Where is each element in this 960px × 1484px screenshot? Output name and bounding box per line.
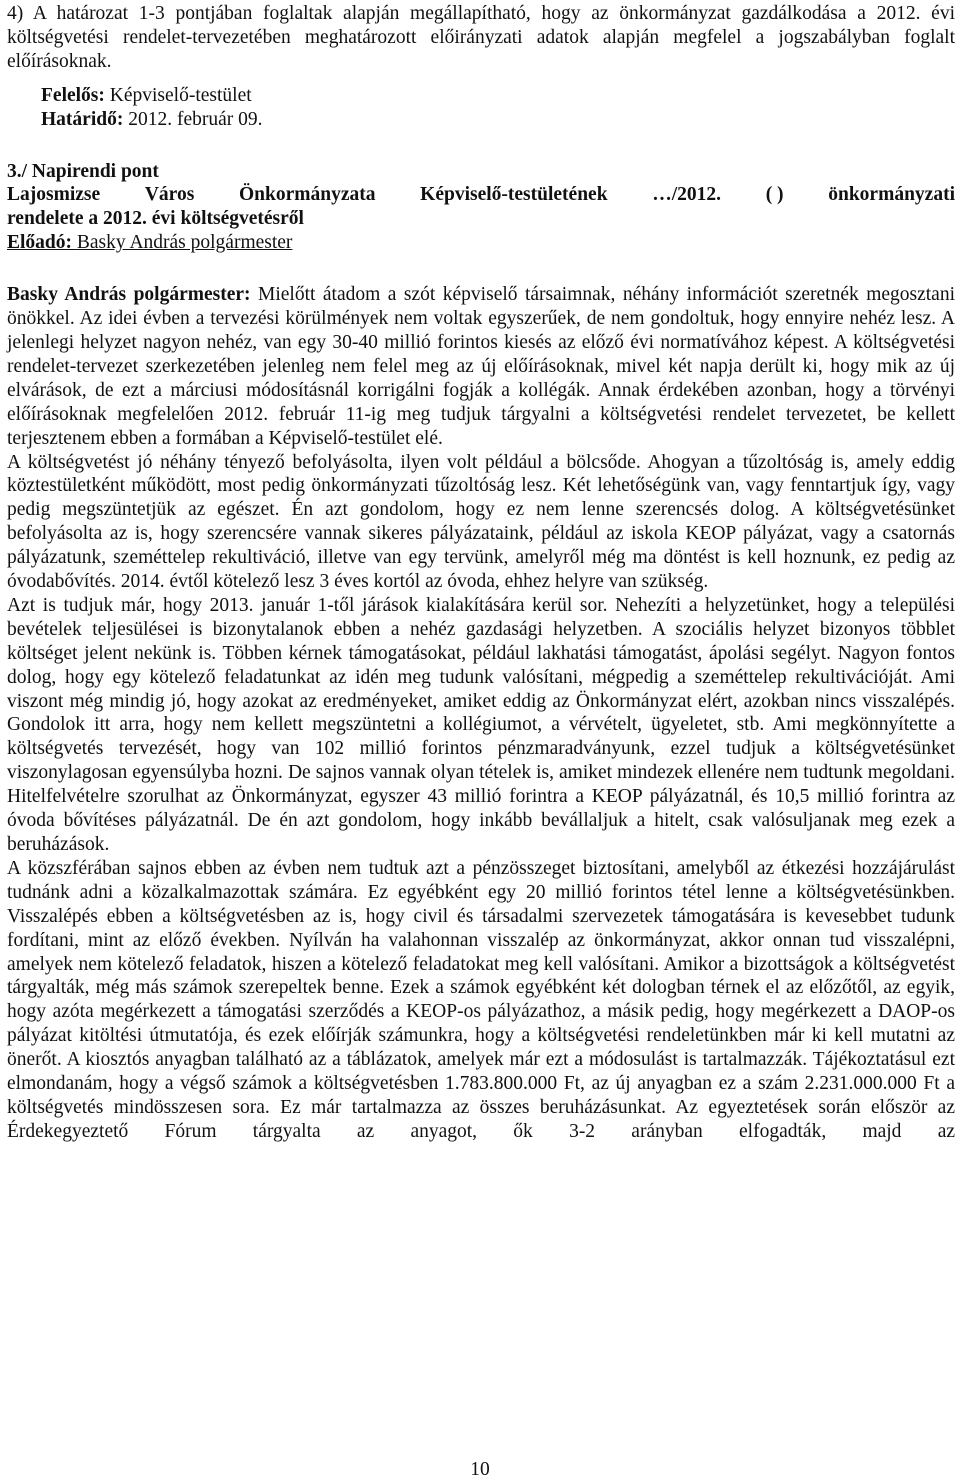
agenda-title-word: …/2012. (652, 184, 722, 206)
agenda-title-line2: rendelete a 2012. évi költségvetésről (7, 208, 304, 230)
agenda-point-label: 3./ Napirendi pont (7, 160, 159, 182)
speech-paragraph: A költségvetést jó néhány tényező befolyásolta, ilyen volt például a bölcsőde. Ahogyan a tűzoltóság is, amely eddig köztestületként működött, most pedig önkormányzati tűzoltóság lesz. Két lehetőségünk van, vagy fenntartjuk így, vagy pedig megszüntetjük az egészet. Én azt gondolom, hogy ez nem lenne szerencsés dolog. A költségvetésünket befolyásolta az is, hogy szerencsére vannak sikeres pályázataink, például az iskola KEOP pályázat, vagy a csatornás pályázatunk, szeméttelep rekultiváció, illetve van egy tervünk, amelyről még ma döntést is kell hoznunk, ez pedig az óvodabővítés. 2014. évtől kötelező lesz 3 éves kortól az óvoda, ehhez helyre van szükség. (7, 451, 955, 593)
presenter-value: Basky András polgármester (76, 232, 293, 254)
speech-text: Mielőtt átadom a szót képviselő társaimnak, néhány információt szeretnék megosztani önökkel. Az idei évben a tervezési körülmények nem voltak egyszerűek, de nem gondoltuk, hogy ennyire nehéz lesz. A jelenlegi helyzet nagyon nehéz, van egy 30-40 millió forintos kiesés az előző évi normatívához képest. A költségvetési rendelet-tervezet szerkezetében jelenleg nem felel meg az új előírásoknak, mivel két napja derült ki, hogy mik az új elvárások, de ezt a márciusi módosításnál korrigálni fogják a kollégák. Annak érdekében azonban, hogy a törvényi előírásoknak megfelelően 2012. február 11-ig meg tudjuk tárgyalni a költségvetési rendelet tervezetet, be kellett terjesztenem ebben a formában a Képviselő-testület elé. (7, 284, 955, 449)
speech-paragraph (7, 283, 955, 450)
agenda-title-word: Város (144, 184, 195, 206)
resolution-point-4: 4) A határozat 1-3 pontjában foglaltak alapján megállapítható, hogy az önkormányzat gazdálkodása a 2012. évi költségvetési rendelet-tervezetében meghatározott előirányzati adatok alapján megfelel a jogszabályban foglalt előírásoknak. (7, 3, 955, 72)
presenter-label: Előadó: (7, 232, 77, 254)
deadline-value: 2012. február 09. (128, 108, 263, 130)
speech-paragraph: A közszférában sajnos ebben az évben nem tudtuk azt a pénzösszeget biztosítani, amelyből az étkezési hozzájárulást tudnánk adni a közalkalmazottak számára. Ez egyébként egy 20 millió forintos tétel lenne a költségvetésünkben. Visszalépés ebben a költségvetésben az is, hogy civil és társadalmi szervezetek támogatására is kevesebbet tudunk fordítani, mint az előző években. Nyílván ha valahonnan visszalép az önkormányzat, akkor onnan tud visszalépni, amelyek nem kötelező feladatok, hiszen a kötelező feladatokat meg kell valósítani. Amikor a bizottságok a költségvetést tárgyalták, még más számok szerepeltek benne. Ezek a számok egyébként két dologban térnek el az előzőtől, az egyik, hogy azóta megérkezett a támogatási szerződés a KEOP-os pályázathoz, a másik pedig, hogy megérkezett a DAOP-os pályázat kitöltési útmutatója, és ezek előírják számunkra, hogy a költségvetési rendeletünkben már ki kell mutatni az önerőt. A kiosztós anyagban található az a táblázatok, amelyek már ezt a módosulást is tartalmazzák. Tájékoztatásul ezt elmondanám, hogy a végső számok a költségvetésben 1.783.800.000 Ft, az új anyagban ez a szám 2.231.000.000 Ft a költségvetés mindösszesen sora. Ez már tartalmazza az összes beruházásunkat. Az egyeztetések során először az Érdekegyeztető Fórum tárgyalta az anyagot, ők 3-2 arányban elfogadták, majd az (7, 857, 955, 1142)
agenda-title-word: önkormányzati (828, 184, 955, 206)
agenda-title-word: Önkormányzata (238, 184, 376, 206)
agenda-title-word: ( ) (765, 184, 784, 206)
responsible-line (41, 84, 955, 108)
deadline-label: Határidő: (41, 108, 124, 130)
responsible-label: Felelős: (41, 84, 105, 106)
agenda-title-line1 (7, 183, 955, 207)
speaker-label: Basky András polgármester: (7, 284, 251, 306)
page-content (7, 2, 955, 1144)
presenter-line (7, 231, 955, 255)
responsible-value: Képviselő-testület (109, 84, 252, 106)
speech-paragraph: Azt is tudjuk már, hogy 2013. január 1-től járások kialakítására kerül sor. Nehezíti a helyzetünket, hogy a települési bevételek teljesülései is bizonytalanok ebben a nehéz gazdasági helyzetben. A szociális helyzet bizonyos többlet költséget jelent nekünk is. Többen kérnek támogatásokat, például lakhatási támogatást, ápolási segélyt. Nagyon fontos dolog, hogy egy kötelező feladatunkat az idén meg tudunk valósítani, mégpedig a szeméttelep rekultivációját. Ami viszont még mindig jó, hogy azokat az eredményeket, amiket eddig az Önkormányzat elért, azokban nincs visszalépés. Gondolok itt arra, hogy nem kellett megszüntetni a kollégiumot, a vérvételt, ügyeletet, stb. Ami megkönnyítette a költségvetés tervezését, hogy van 102 millió forintos pénzmaradványunk, ezzel tudjuk a költségvetésünket viszonylagosan egyensúlyba hozni. De sajnos vannak olyan tételek is, amiket mindezek ellenére nem tudtunk megoldani. Hitelfelvételre szorulhat az Önkormányzat, egyszer 43 millió forintra a KEOP pályázatnál, és 10,5 millió forintra az óvoda bővítéses pályázatnál. De én azt gondolom, hogy inkább bevállaljuk a hitelt, csak valósuljanak meg ezek a beruházások. (7, 594, 955, 855)
agenda-title-word: Képviselő-testületének (420, 184, 608, 206)
responsible-block (7, 84, 955, 132)
deadline-line (41, 108, 955, 132)
agenda-title-word: Lajosmizse (7, 184, 101, 206)
page-number: 10 (470, 1459, 490, 1480)
